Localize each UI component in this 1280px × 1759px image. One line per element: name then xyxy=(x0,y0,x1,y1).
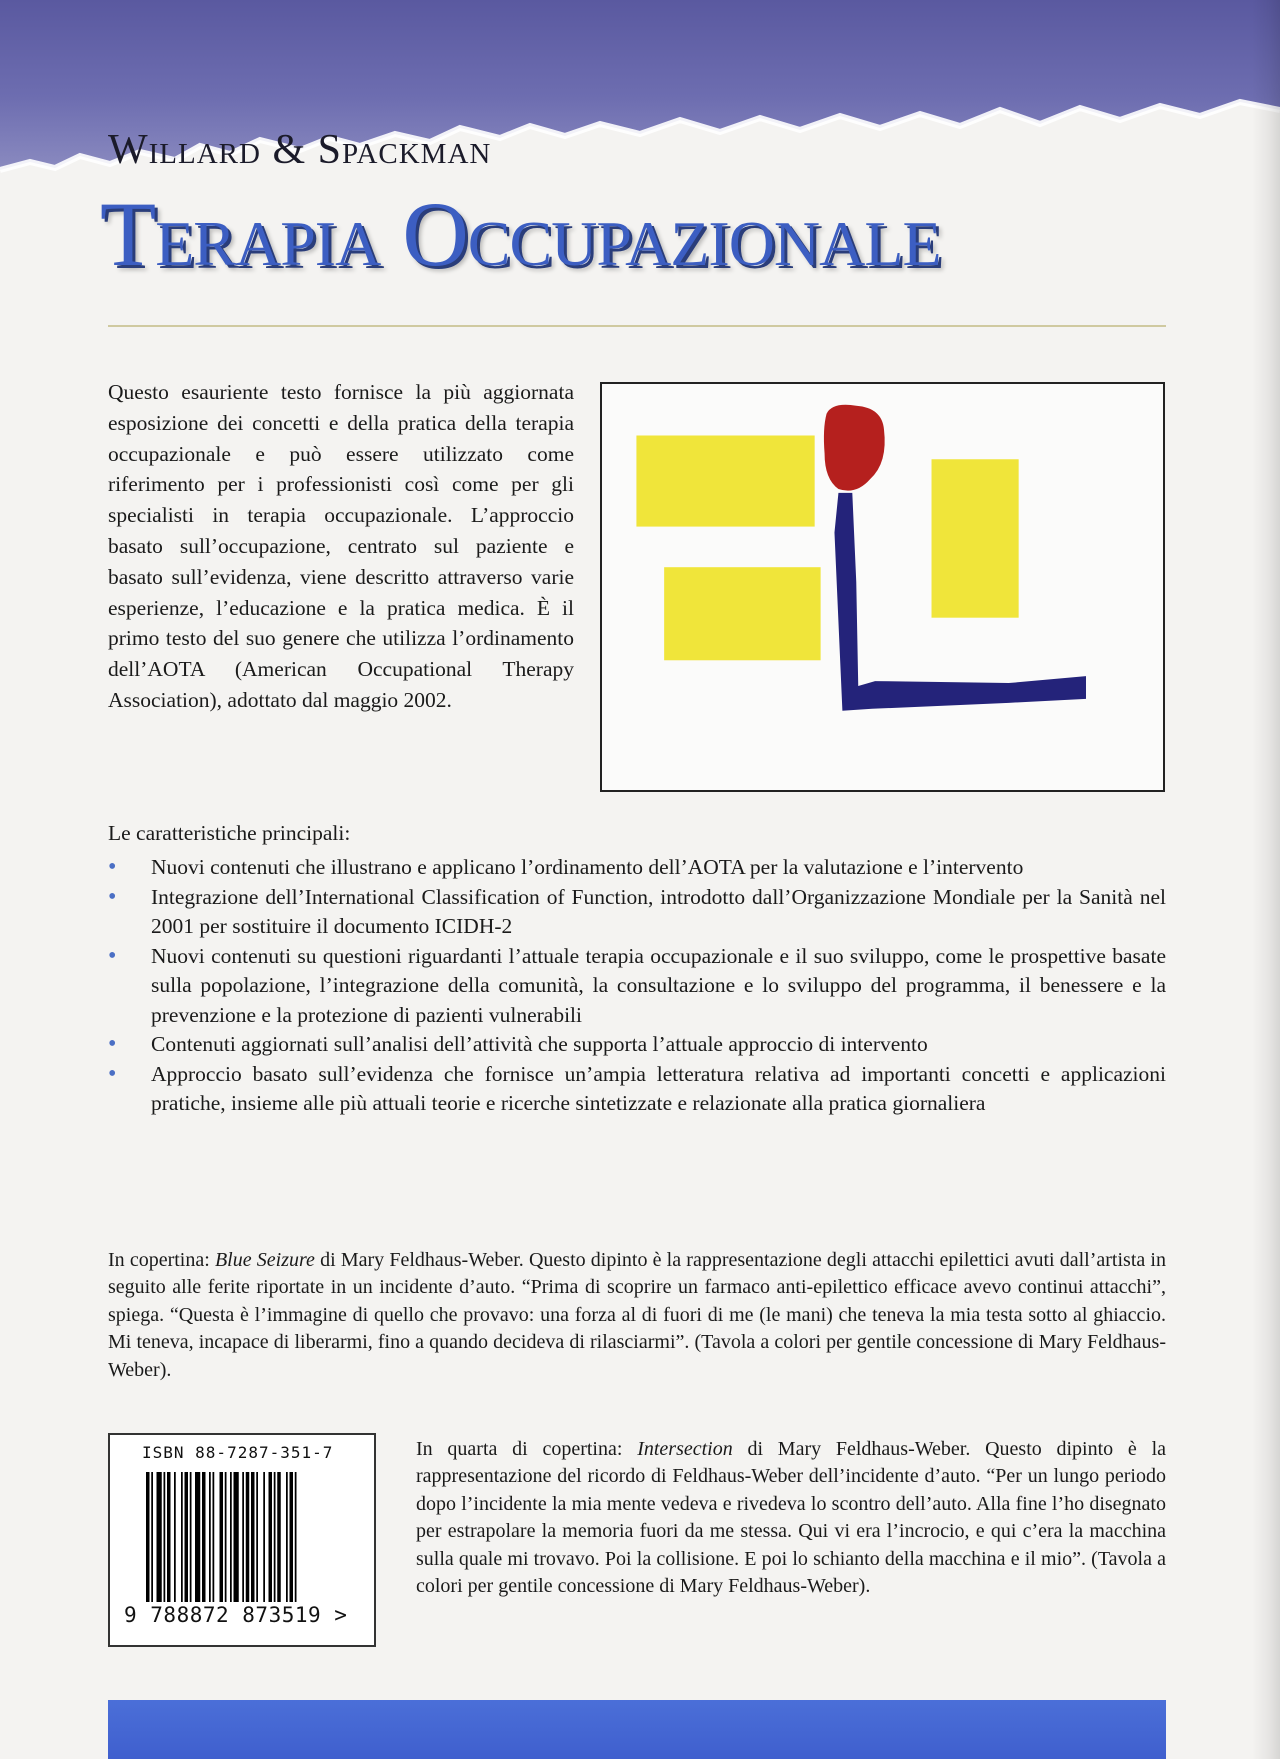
barcode-bar xyxy=(295,1472,297,1602)
barcode-bar xyxy=(220,1472,224,1602)
cover-credit-paragraph xyxy=(108,1247,1166,1384)
feature-text: Contenuti aggiornati sull’analisi dell’attività che supporta l’attuale approccio di intervento xyxy=(151,1032,928,1056)
barcode-bar xyxy=(263,1472,265,1602)
cover-credit-lead: In copertina: xyxy=(108,1249,215,1271)
barcode-bar xyxy=(234,1472,239,1602)
feature-text: Approccio basato sull’evidenza che fornisce un’ampia letteratura relativa ad importanti concetti e applicazioni pratiche, insieme alle più attuali teorie e ricerche sintetizzate e relazionate alla pratica giornaliera xyxy=(151,1061,1166,1115)
barcode-bar xyxy=(157,1472,162,1602)
barcode-bar xyxy=(202,1472,206,1602)
barcode-bar xyxy=(151,1472,153,1602)
footer-band xyxy=(108,1700,1166,1759)
barcode-bar xyxy=(174,1472,176,1602)
artwork-intersection xyxy=(600,382,1165,792)
back-cover-credit-paragraph xyxy=(416,1436,1166,1600)
bullet-icon: • xyxy=(108,1031,117,1057)
cover-work-title: Blue Seizure xyxy=(214,1249,315,1271)
barcode-bar xyxy=(251,1472,255,1602)
barcode-bar xyxy=(269,1472,273,1602)
barcode-bar xyxy=(190,1472,192,1602)
red-head xyxy=(824,405,885,491)
painting xyxy=(602,384,1163,790)
barcode-bar xyxy=(246,1472,250,1602)
yellow-block-bottom-left xyxy=(664,567,820,660)
title-divider xyxy=(108,325,1166,327)
author-brand: Willard & Spackman xyxy=(108,127,492,173)
features-list xyxy=(108,853,1166,1119)
barcode-bar xyxy=(242,1472,244,1602)
barcode-bar xyxy=(164,1472,166,1602)
barcode-bar xyxy=(209,1472,211,1602)
list-item xyxy=(108,883,1166,942)
features-heading: Le caratteristiche principali: xyxy=(108,821,351,845)
barcode-bar xyxy=(230,1472,232,1602)
yellow-block-top-left xyxy=(636,435,814,526)
barcode-bar xyxy=(167,1472,171,1602)
bullet-icon: • xyxy=(108,883,117,910)
isbn-number: ISBN 88-7287-351-7 xyxy=(142,1443,334,1462)
barcode-bar xyxy=(274,1472,276,1602)
bullet-icon: • xyxy=(108,942,117,969)
back-credit-lead: In quarta di copertina: xyxy=(416,1438,638,1460)
bullet-icon: • xyxy=(108,854,117,880)
barcode-bar xyxy=(213,1472,215,1602)
list-item xyxy=(108,1030,1166,1060)
bullet-icon: • xyxy=(108,1060,117,1087)
barcode-bar xyxy=(195,1472,200,1602)
list-item xyxy=(108,853,1166,883)
barcode-bar xyxy=(256,1472,258,1602)
barcode-bar xyxy=(277,1472,281,1602)
barcode-bar xyxy=(146,1472,150,1602)
barcode-bar xyxy=(225,1472,227,1602)
back-credit-text: di Mary Feldhaus-Weber. Questo dipinto è la rappresentazione del ricordo di Feldhaus-Weber dell’incidente d’auto. “Per un lungo periodo dopo l’incidente la mia mente vedeva e rivedeva lo scontro dell’auto. Alla fine l’ho disegnato per estrapolare la memoria fuori da me stessa. Qui vi era l’incrocio, e qui c’era la macchina sulla quale mi trovavo. Poi la collisione. E poi lo schianto della macchina e il mio”. (Tavola a colori per gentile concessione di Mary Feldhaus-Weber). xyxy=(416,1438,1166,1598)
list-item xyxy=(108,942,1166,1031)
intro-paragraph: Questo esauriente testo fornisce la più aggiornata esposizione dei concetti e della pratica della terapia occupazionale e può essere utilizzato come riferimento per i professionisti così come per gli specialisti in terapia occupazionale. L’approccio basato sull’occupazione, centrato sul paziente e basato sull’evidenza, viene descritto attraverso varie esperienze, l’educazione e la pratica medica. È il primo testo del suo genere che utilizza l’ordinamento dell’AOTA (American Occupational Therapy Association), adottato dal maggio 2002. xyxy=(108,380,574,712)
barcode-bar xyxy=(181,1472,183,1602)
book-title: Terapia Occupazionale xyxy=(100,183,941,285)
yellow-block-right xyxy=(932,459,1019,617)
feature-text: Nuovi contenuti su questioni riguardanti l’attuale terapia occupazionale e il suo sviluppo, come le prospettive basate sulla popolazione, l’integrazione della comunità, la consultazione e lo sviluppo del programma, il benessere e la prevenzione e la protezione di pazienti vulnerabili xyxy=(151,943,1166,1027)
cover-credit-text: di Mary Feldhaus-Weber. Questo dipinto è la rappresentazione degli attacchi epilettici avuti dall’artista in seguito alle ferite riportate in un incidente d’auto. “Prima di scoprire un farmaco anti-epilettico efficace avevo continui attacchi”, spiega. “Questa è l’immagine di quello che provavo: una forza al di fuori di me (le mani) che teneva la mia testa sotto al ghiaccio. Mi teneva, incapace di liberarmi, fino a quando decideva di rilasciarmi”. (Tavola a colori per gentile concessione di Mary Feldhaus-Weber). xyxy=(108,1249,1166,1381)
feature-text: Nuovi contenuti che illustrano e applicano l’ordinamento dell’AOTA per la valutazione e l’intervento xyxy=(151,855,1024,879)
barcode-bars xyxy=(146,1472,356,1602)
barcode-bar xyxy=(290,1472,294,1602)
barcode-bar xyxy=(185,1472,189,1602)
back-work-title: Intersection xyxy=(637,1438,733,1460)
spine-shadow xyxy=(1252,0,1280,1759)
feature-text: Integrazione dell’International Classification of Function, introdotto dall’Organizzazione Mondiale per la Sanità nel 2001 per sostituire il documento ICIDH-2 xyxy=(151,884,1166,938)
list-item xyxy=(108,1060,1166,1119)
ean-number: 9 788872 873519 > xyxy=(124,1603,348,1627)
barcode-bar xyxy=(286,1472,288,1602)
isbn-barcode xyxy=(108,1433,376,1647)
